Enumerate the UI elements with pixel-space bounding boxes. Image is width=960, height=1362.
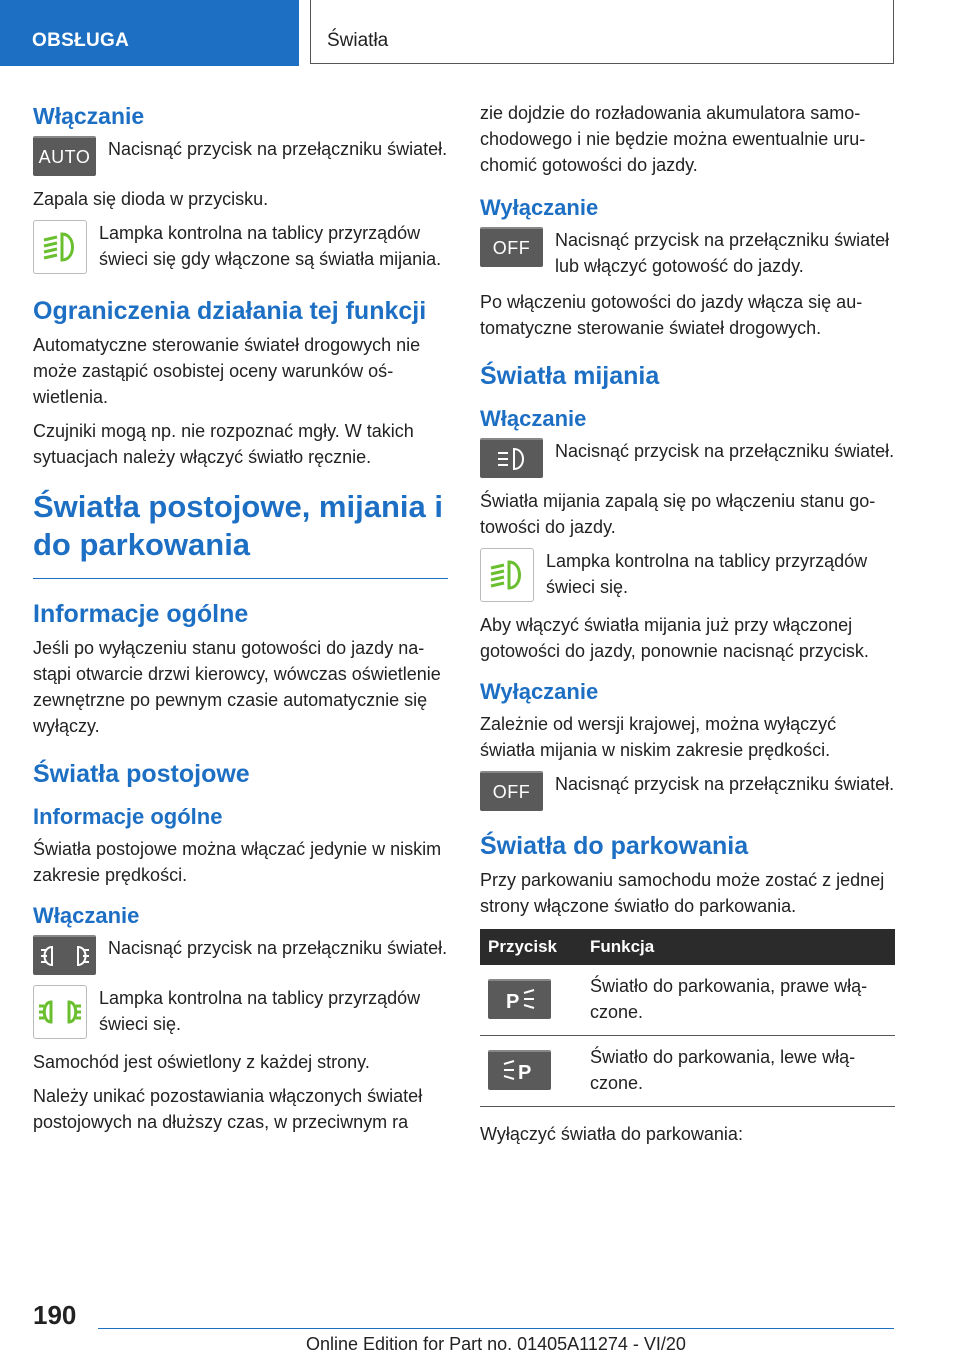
parking-light-left-icon xyxy=(488,1050,551,1090)
ograniczenia-p1: Automatyczne sterowanie świateł drogowych nie może zastąpić osobistej oceny warunków oświetlenia. xyxy=(33,335,421,407)
table-cell-button xyxy=(480,965,582,1036)
heading-postojowe: Światła postojowe xyxy=(33,760,250,788)
mijania-lamp-row xyxy=(480,548,895,602)
mijania-p3: Zależnie od wersji krajowej, można wyłączyć światła mijania w niskim zakresie prędkości. xyxy=(480,714,837,760)
heading-wlaczanie-mijania: Włączanie xyxy=(480,406,587,431)
low-beam-button-row xyxy=(480,438,895,478)
ograniczenia-p2: Czujniki mogą np. nie rozpoznać mgły. W takich sytuacjach należy włączyć światło ręcznie. xyxy=(33,421,414,467)
mijania-off-row xyxy=(480,771,895,811)
table-header-przycisk: Przycisk xyxy=(480,929,582,965)
low-beam-indicator-icon xyxy=(480,548,534,602)
informacje-p1: Jeśli po wyłączeniu stanu gotowości do jazdy nastąpi otwarcie drzwi kierowcy, wówczas oświetlenie zewnętrzne po pewnym czasie automatycznie się wyłączy. xyxy=(33,638,441,736)
subheading-informacje: Informacje ogólne xyxy=(33,804,223,829)
mijania-press-text: Nacisnąć przycisk na przełączniku świateł. xyxy=(555,441,895,461)
postojowe-p2: Samochód jest oświetlony z każdej strony. xyxy=(33,1052,370,1072)
mijania-off-text: Nacisnąć przycisk na przełączniku świateł. xyxy=(555,774,895,794)
parking-lights-button-icon xyxy=(33,935,96,975)
heading-wylaczanie-mijania: Wyłączanie xyxy=(480,679,599,704)
lamp-row xyxy=(33,220,448,274)
postojowe-p1: Światła postojowe można włączać jedynie w niskim zakresie prędkości. xyxy=(33,839,442,885)
wylaczanie-p1: Po włączeniu gotowości do jazdy włącza się automatyczne sterowanie świateł drogowych. xyxy=(480,292,863,338)
table-cell-function: Światło do parkowania, prawe włączone. xyxy=(582,965,895,1036)
heading-informacje: Informacje ogólne xyxy=(33,600,249,628)
parking-light-right-icon xyxy=(488,979,551,1019)
page-number: 190 xyxy=(33,1300,77,1330)
heading-parkowania: Światła do parkowania xyxy=(480,832,749,860)
table-header-row xyxy=(480,929,895,965)
parking-lamp-row xyxy=(33,985,448,1039)
chapter-label: Światła xyxy=(327,30,389,51)
parking-lights-button-row xyxy=(33,935,448,975)
heading-mijania: Światła mijania xyxy=(480,362,660,390)
chapter-heading: Światła postojowe, mijania i do parkowania xyxy=(33,488,448,579)
low-beam-button-icon xyxy=(480,438,543,478)
parkowania-p2: Wyłączyć światła do parkowania: xyxy=(480,1124,743,1144)
table-row xyxy=(480,1036,895,1107)
continued-text: zie dojdzie do rozładowania akumulatora samochodowego i nie będzie można ewentualnie uruchomić gotowości do jazdy. xyxy=(480,103,866,175)
heading-wlaczanie: Włączanie xyxy=(33,103,145,129)
table-cell-button xyxy=(480,1036,582,1107)
table-header-funkcja: Funkcja xyxy=(582,929,895,965)
heading-wlaczanie-postojowe: Włączanie xyxy=(33,903,140,928)
parking-lights-table xyxy=(480,929,895,1107)
table-cell-function: Światło do parkowania, lewe włączone. xyxy=(582,1036,895,1107)
left-column xyxy=(33,100,448,1143)
heading-ograniczenia: Ograniczenia działania tej funkcji xyxy=(33,297,427,325)
led-text: Zapala się dioda w przycisku. xyxy=(33,189,269,209)
page-header xyxy=(0,0,960,66)
section-label: OBSŁUGA xyxy=(32,30,130,51)
auto-button-row xyxy=(33,136,448,176)
table-row xyxy=(480,965,895,1036)
mijania-lamp-text: Lampka kontrolna na tablicy przyrządów świeci się. xyxy=(546,551,868,597)
off-button-icon: OFF xyxy=(480,771,543,811)
postojowe-p3: Należy unikać pozostawiania włączonych świateł postojowych na dłuższy czas, w przeciwnym ra xyxy=(33,1086,423,1132)
off-button-icon: OFF xyxy=(480,227,543,267)
edition-note: Online Edition for Part no. 01405A11274 - VI/20 xyxy=(306,1334,686,1354)
chapter-title-box xyxy=(310,0,894,64)
svg-text:P: P xyxy=(505,991,519,1013)
footer-divider xyxy=(98,1328,894,1329)
off-press-text: Nacisnąć przycisk na przełączniku świateł lub włączyć gotowość do jazdy. xyxy=(555,230,890,276)
mijania-p2: Aby włączyć światła mijania już przy włączonej gotowości do jazdy, ponownie nacisnąć przycisk. xyxy=(480,615,869,661)
low-beam-indicator-icon xyxy=(33,220,87,274)
section-tab xyxy=(0,0,299,66)
mijania-p1: Światła mijania zapalą się po włączeniu stanu gotowości do jazdy. xyxy=(480,491,876,537)
parking-lights-indicator-icon xyxy=(33,985,87,1039)
svg-text:P: P xyxy=(517,1062,531,1084)
auto-button-icon: AUTO xyxy=(33,136,96,176)
off-button-row xyxy=(480,227,895,279)
auto-press-text: Nacisnąć przycisk na przełączniku świateł. xyxy=(108,139,448,159)
heading-wylaczanie: Wyłączanie xyxy=(480,195,599,220)
postojowe-lamp-text: Lampka kontrolna na tablicy przyrządów świeci się. xyxy=(99,988,421,1034)
lamp-text: Lampka kontrolna na tablicy przyrządów świeci się gdy włączone są światła mijania. xyxy=(99,223,442,269)
parkowania-p1: Przy parkowaniu samochodu może zostać z jednej strony włączone światło do parkowania. xyxy=(480,870,885,916)
right-column xyxy=(480,100,895,1155)
postojowe-press-text: Nacisnąć przycisk na przełączniku świateł. xyxy=(108,938,448,958)
